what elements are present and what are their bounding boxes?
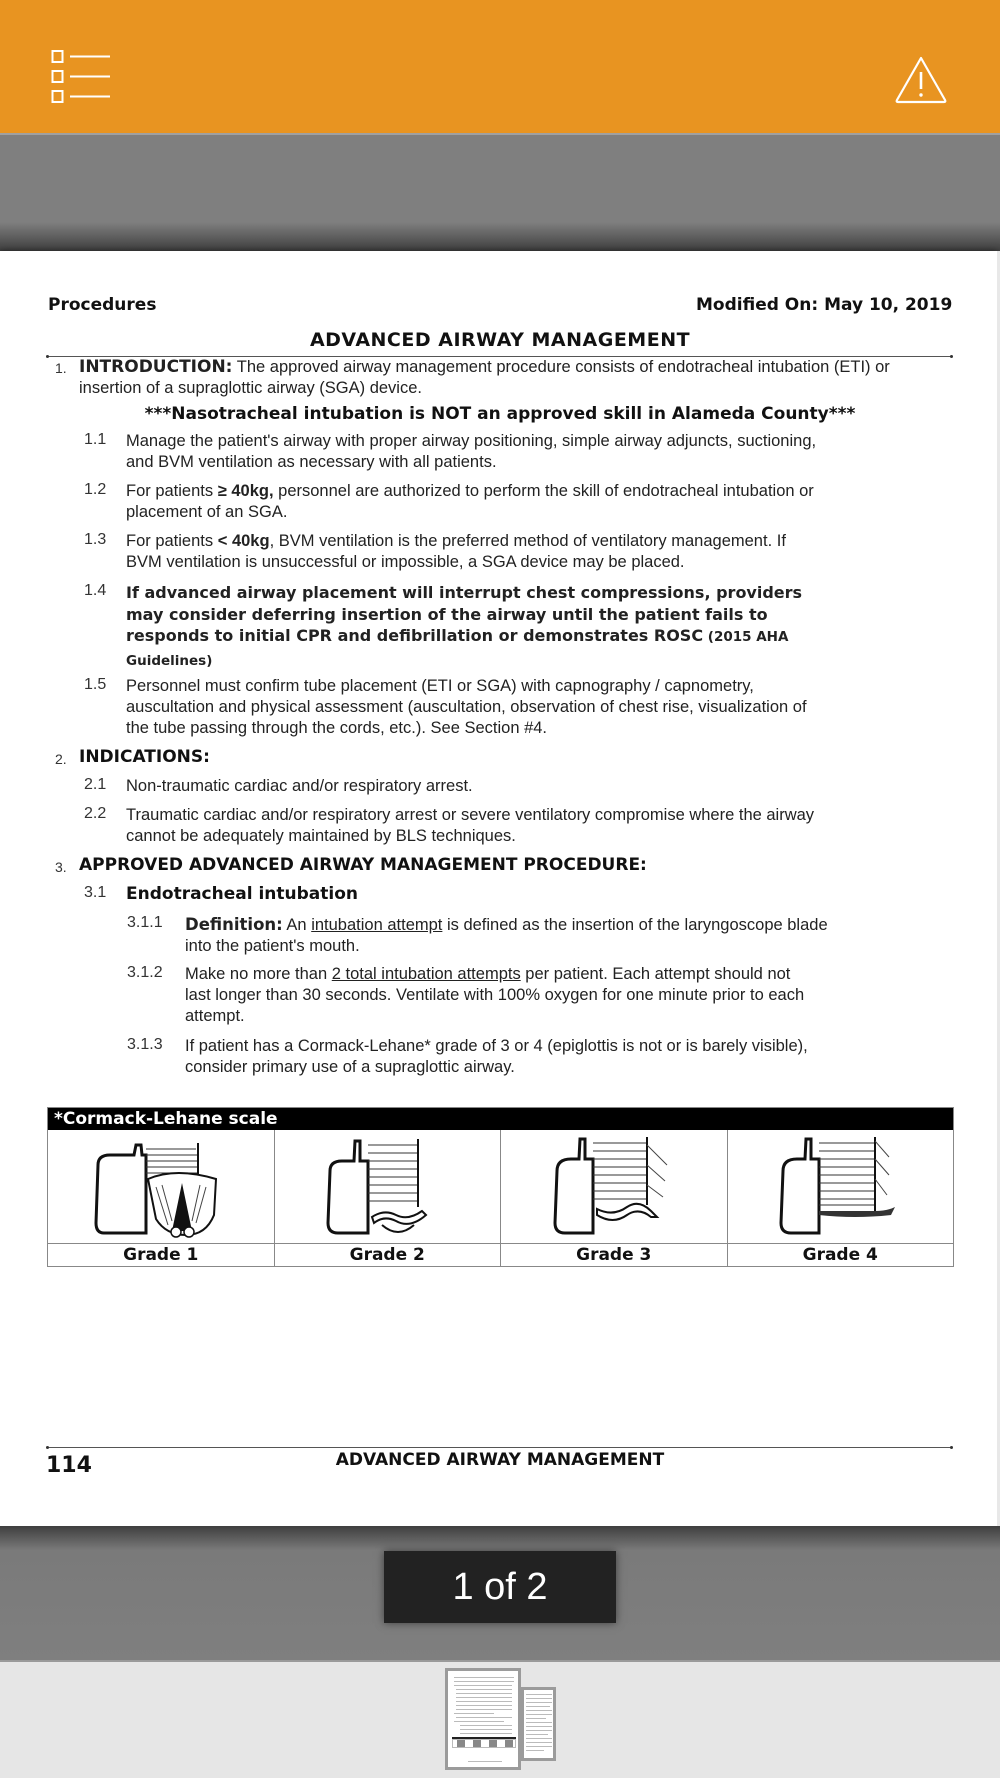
page-number: 114 (46, 1453, 92, 1478)
item-text: cannot be adequately maintained by BLS techniques. (126, 827, 516, 845)
item-2-1 (126, 776, 868, 797)
item-1-3 (126, 531, 868, 573)
footer-rule (47, 1447, 952, 1448)
outline-menu-button[interactable] (44, 48, 116, 106)
item-text: placement of an SGA. (126, 503, 288, 521)
item-1-4 (126, 582, 868, 672)
item-text: , BVM ventilation is the preferred method of ventilatory management. If (269, 532, 786, 550)
item-text: Manage the patient's airway with proper airway positioning, simple airway adjuncts, suctioning, (126, 432, 817, 450)
intro-text: The approved airway management procedure consists of endotracheal intubation (ETI) or (232, 358, 890, 376)
grade-3-illustration (501, 1130, 728, 1243)
underlined-term: intubation attempt (311, 916, 443, 934)
weight-threshold: < 40kg (217, 532, 270, 550)
item-number: 2.2 (84, 805, 107, 822)
item-text: consider primary use of a supraglottic airway. (185, 1058, 515, 1076)
item-number: 3.1.1 (127, 914, 163, 931)
citation: Guidelines) (126, 652, 213, 669)
item-number: 1.2 (84, 481, 107, 498)
item-number: 1.5 (84, 676, 107, 693)
larynx-grade-3-icon (539, 1135, 689, 1239)
item-3-1-1 (185, 914, 868, 957)
citation: (2015 AHA (703, 629, 789, 645)
grade-4-illustration (728, 1130, 954, 1243)
page-1-thumbnail[interactable] (445, 1668, 521, 1770)
item-text: If advanced airway placement will interrupt chest compressions, providers (126, 583, 803, 602)
item-text: attempt. (185, 1007, 245, 1025)
item-number: 1.3 (84, 531, 107, 548)
section-number: 2. (55, 751, 67, 767)
list-checkbox-icon (44, 48, 116, 106)
viewer-background-top (0, 135, 1000, 251)
header-section-label: Procedures (48, 295, 157, 315)
section-heading: APPROVED ADVANCED AIRWAY MANAGEMENT PROCEDURE: (79, 855, 647, 875)
item-text: may consider deferring insertion of the airway until the patient fails to (126, 604, 768, 624)
table-header: *Cormack-Lehane scale (48, 1108, 953, 1130)
item-number: 3.1.2 (127, 964, 163, 981)
grade-illustrations-row (48, 1130, 953, 1243)
item-text: and BVM ventilation as necessary with all patients. (126, 453, 497, 471)
section-heading: INDICATIONS: (79, 747, 210, 767)
item-3-1-2 (185, 964, 868, 1027)
item-number: 3.1 (84, 884, 107, 901)
document-title: ADVANCED AIRWAY MANAGEMENT (309, 329, 691, 351)
larynx-grade-2-icon (312, 1135, 462, 1239)
section-heading: INTRODUCTION: (79, 357, 233, 377)
grade-label: Grade 2 (275, 1244, 502, 1266)
subsection-heading: Endotracheal intubation (126, 884, 359, 904)
definition-label: Definition: (185, 915, 283, 934)
item-text: into the patient's mouth. (185, 937, 360, 955)
grade-labels-row (48, 1243, 953, 1266)
nasotracheal-notice: ***Nasotracheal intubation is NOT an approved skill in Alameda County*** (144, 404, 856, 424)
item-text: per patient. Each attempt should not (520, 965, 791, 983)
warning-triangle-icon (892, 54, 950, 106)
grade-label: Grade 1 (48, 1244, 275, 1266)
intro-paragraph (79, 357, 949, 399)
app-bar (0, 0, 1000, 133)
item-text: Traumatic cardiac and/or respiratory arrest or severe ventilatory compromise where the airway (126, 806, 815, 824)
footer-title: ADVANCED AIRWAY MANAGEMENT (335, 1450, 665, 1470)
item-text: the tube passing through the cords, etc.). See Section #4. (126, 719, 548, 737)
item-text: is defined as the insertion of the laryngoscope blade (442, 916, 828, 934)
item-1-5 (126, 676, 868, 739)
header-modified-date: Modified On: May 10, 2019 (696, 295, 953, 315)
item-2-2 (126, 805, 868, 847)
item-number: 1.4 (84, 582, 107, 599)
item-text: Make no more than (185, 965, 332, 983)
intro-text-cont: insertion of a supraglottic airway (SGA) device. (79, 379, 422, 397)
item-text: For patients (126, 482, 218, 500)
item-number: 2.1 (84, 776, 107, 793)
warning-button[interactable] (892, 54, 950, 106)
grade-label: Grade 3 (501, 1244, 728, 1266)
item-text: An (282, 916, 312, 934)
section-number: 3. (55, 859, 67, 875)
page-indicator: 1 of 2 (384, 1551, 616, 1623)
cormack-lehane-table (47, 1107, 954, 1267)
page-2-thumbnail[interactable] (521, 1687, 556, 1761)
section-number: 1. (55, 360, 67, 376)
item-1-1 (126, 431, 868, 473)
item-text: Personnel must confirm tube placement (ETI or SGA) with capnography / capnometry, (126, 677, 754, 695)
weight-threshold: ≥ 40kg, (217, 482, 274, 500)
item-number: 3.1.3 (127, 1036, 163, 1053)
item-text: last longer than 30 seconds. Ventilate with 100% oxygen for one minute prior to each (185, 986, 805, 1004)
grade-2-illustration (275, 1130, 502, 1243)
item-text: auscultation and physical assessment (auscultation, observation of chest rise, visualization of (126, 698, 807, 716)
item-text: If patient has a Cormack-Lehane* grade of 3 or 4 (epiglottis is not or is barely visible), (185, 1037, 808, 1055)
item-number: 1.1 (84, 431, 107, 448)
larynx-grade-4-icon (765, 1135, 915, 1239)
item-3-1-3 (185, 1036, 868, 1078)
larynx-grade-1-icon (86, 1135, 236, 1239)
underlined-term: 2 total intubation attempts (331, 965, 521, 983)
item-1-2 (126, 481, 868, 523)
grade-1-illustration (48, 1130, 275, 1243)
item-text: Non-traumatic cardiac and/or respiratory arrest. (126, 777, 473, 795)
item-text: For patients (126, 532, 218, 550)
grade-label: Grade 4 (802, 1245, 878, 1265)
item-text: BVM ventilation is unsuccessful or impossible, a SGA device may be placed. (126, 553, 685, 571)
item-text: responds to initial CPR and defibrillation or demonstrates ROSC (126, 626, 704, 645)
item-text: personnel are authorized to perform the skill of endotracheal intubation or (273, 482, 814, 500)
